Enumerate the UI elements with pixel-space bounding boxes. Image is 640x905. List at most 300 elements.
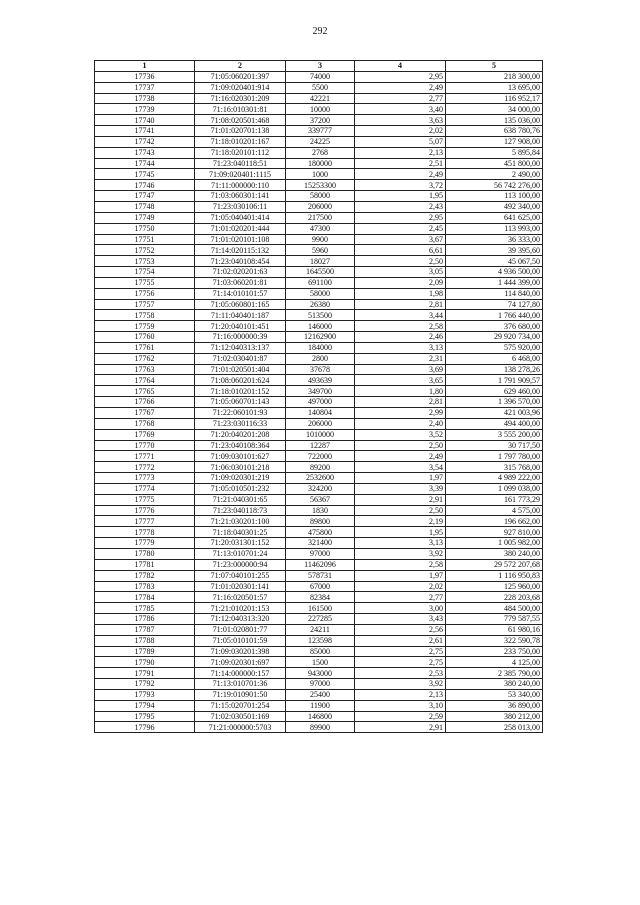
table-cell: 2,58 xyxy=(355,321,446,332)
table-cell: 17762 xyxy=(95,353,195,364)
table-cell: 3 555 200,00 xyxy=(446,429,543,440)
table-cell: 380 212,00 xyxy=(446,711,543,722)
table-cell: 45 067,50 xyxy=(446,256,543,267)
table-cell: 324200 xyxy=(286,483,355,494)
table-cell: 17737 xyxy=(95,82,195,93)
table-cell: 2,51 xyxy=(355,158,446,169)
table-cell: 67000 xyxy=(286,581,355,592)
table-cell: 71:18:020101:112 xyxy=(195,147,286,158)
table-cell: 71:16:010301:81 xyxy=(195,104,286,115)
table-cell: 2,58 xyxy=(355,559,446,570)
table-cell: 17785 xyxy=(95,603,195,614)
table-cell: 127 908,00 xyxy=(446,136,543,147)
table-cell: 17771 xyxy=(95,451,195,462)
table-cell: 71:09:020301:219 xyxy=(195,473,286,484)
table-cell: 2,31 xyxy=(355,353,446,364)
table-row xyxy=(95,559,543,570)
table-cell: 71:01:020101:108 xyxy=(195,234,286,245)
table-cell: 71:13:010701:36 xyxy=(195,679,286,690)
table-cell: 71:05:040401:414 xyxy=(195,212,286,223)
table-cell: 575 920,00 xyxy=(446,342,543,353)
table-cell: 71:05:060701:143 xyxy=(195,397,286,408)
table-cell: 17760 xyxy=(95,332,195,343)
table-cell: 451 800,00 xyxy=(446,158,543,169)
table-cell: 17791 xyxy=(95,668,195,679)
table-cell: 2,13 xyxy=(355,689,446,700)
table-cell: 17773 xyxy=(95,473,195,484)
table-cell: 3,92 xyxy=(355,548,446,559)
table-cell: 17763 xyxy=(95,364,195,375)
table-cell: 1645500 xyxy=(286,267,355,278)
table-row xyxy=(95,191,543,202)
table-cell: 71:21:000000:5703 xyxy=(195,722,286,733)
table-cell: 1 116 950,83 xyxy=(446,570,543,581)
table-cell: 17748 xyxy=(95,201,195,212)
table-cell: 2,49 xyxy=(355,82,446,93)
table-cell: 2,61 xyxy=(355,635,446,646)
table-cell: 3,72 xyxy=(355,180,446,191)
column-header: 2 xyxy=(195,61,286,72)
table-cell: 2,50 xyxy=(355,256,446,267)
table-cell: 71:02:030401:87 xyxy=(195,353,286,364)
table-cell: 29 920 734,00 xyxy=(446,332,543,343)
table-cell: 71:09:020401:1115 xyxy=(195,169,286,180)
table-cell: 349700 xyxy=(286,386,355,397)
table-row xyxy=(95,635,543,646)
table-row xyxy=(95,711,543,722)
table-cell: 2 490,00 xyxy=(446,169,543,180)
table-cell: 315 768,00 xyxy=(446,462,543,473)
table-cell: 58000 xyxy=(286,288,355,299)
table-cell: 2,75 xyxy=(355,657,446,668)
table-row xyxy=(95,451,543,462)
table-cell: 71:20:040201:208 xyxy=(195,429,286,440)
table-row xyxy=(95,418,543,429)
table-cell: 17784 xyxy=(95,592,195,603)
table-cell: 17782 xyxy=(95,570,195,581)
table-cell: 53 340,00 xyxy=(446,689,543,700)
table-cell: 3,40 xyxy=(355,104,446,115)
table-cell: 5,07 xyxy=(355,136,446,147)
table-cell: 1 444 399,00 xyxy=(446,277,543,288)
table-row xyxy=(95,722,543,733)
column-header: 3 xyxy=(286,61,355,72)
table-cell: 97000 xyxy=(286,679,355,690)
table-cell: 15253300 xyxy=(286,180,355,191)
table-row xyxy=(95,256,543,267)
table-cell: 494 400,00 xyxy=(446,418,543,429)
column-header: 5 xyxy=(446,61,543,72)
table-cell: 17756 xyxy=(95,288,195,299)
table-row xyxy=(95,201,543,212)
table-cell: 2,43 xyxy=(355,201,446,212)
table-cell: 17761 xyxy=(95,342,195,353)
table-cell: 42221 xyxy=(286,93,355,104)
table-cell: 89900 xyxy=(286,722,355,733)
table-cell: 11462096 xyxy=(286,559,355,570)
table-cell: 2,81 xyxy=(355,299,446,310)
table-cell: 3,10 xyxy=(355,700,446,711)
table-cell: 17758 xyxy=(95,310,195,321)
table-cell: 71:06:030101:218 xyxy=(195,462,286,473)
table-cell: 217500 xyxy=(286,212,355,223)
table-cell: 71:18:040301:25 xyxy=(195,527,286,538)
table-row xyxy=(95,668,543,679)
table-cell: 2,91 xyxy=(355,494,446,505)
table-cell: 2,46 xyxy=(355,332,446,343)
table-cell: 71:01:020701:138 xyxy=(195,126,286,137)
table-cell: 3,39 xyxy=(355,483,446,494)
table-cell: 1,80 xyxy=(355,386,446,397)
table-row xyxy=(95,364,543,375)
table-cell: 11900 xyxy=(286,700,355,711)
table-cell: 4 989 222,00 xyxy=(446,473,543,484)
table-cell: 123598 xyxy=(286,635,355,646)
table-cell: 161500 xyxy=(286,603,355,614)
table-row xyxy=(95,689,543,700)
table-cell: 97000 xyxy=(286,548,355,559)
table-cell: 89800 xyxy=(286,516,355,527)
table-cell: 380 240,00 xyxy=(446,548,543,559)
table-cell: 71:20:031301:152 xyxy=(195,538,286,549)
table-row xyxy=(95,82,543,93)
table-cell: 17787 xyxy=(95,624,195,635)
table-cell: 779 587,55 xyxy=(446,614,543,625)
table-row xyxy=(95,342,543,353)
table-cell: 1,95 xyxy=(355,191,446,202)
table-cell: 2,02 xyxy=(355,581,446,592)
table-cell: 497000 xyxy=(286,397,355,408)
table-row xyxy=(95,353,543,364)
table-cell: 638 780,76 xyxy=(446,126,543,137)
table-cell: 2,50 xyxy=(355,505,446,516)
table-cell: 17781 xyxy=(95,559,195,570)
table-cell: 71:01:020301:141 xyxy=(195,581,286,592)
table-cell: 116 952,17 xyxy=(446,93,543,104)
table-cell: 17742 xyxy=(95,136,195,147)
table-cell: 3,05 xyxy=(355,267,446,278)
table-cell: 17753 xyxy=(95,256,195,267)
table-cell: 71:14:010101:57 xyxy=(195,288,286,299)
table-row xyxy=(95,494,543,505)
table-cell: 18027 xyxy=(286,256,355,267)
table-cell: 5500 xyxy=(286,82,355,93)
table-cell: 71:14:020115:132 xyxy=(195,245,286,256)
table-cell: 5 895,84 xyxy=(446,147,543,158)
table-cell: 71:21:040301:65 xyxy=(195,494,286,505)
table-cell: 2,75 xyxy=(355,646,446,657)
table-cell: 1 766 440,00 xyxy=(446,310,543,321)
table-cell: 3,69 xyxy=(355,364,446,375)
table-cell: 1 791 909,57 xyxy=(446,375,543,386)
table-cell: 71:16:020301:209 xyxy=(195,93,286,104)
table-cell: 691100 xyxy=(286,277,355,288)
table-cell: 71:22:060101:93 xyxy=(195,408,286,419)
table-cell: 71:15:020701:254 xyxy=(195,700,286,711)
table-cell: 380 240,00 xyxy=(446,679,543,690)
table-cell: 376 680,00 xyxy=(446,321,543,332)
table-cell: 113 100,00 xyxy=(446,191,543,202)
table-cell: 4 125,00 xyxy=(446,657,543,668)
table-cell: 71:23:000000:94 xyxy=(195,559,286,570)
table-row xyxy=(95,527,543,538)
table-cell: 3,43 xyxy=(355,614,446,625)
table-cell: 29 572 207,68 xyxy=(446,559,543,570)
table-cell: 71:23:040108:454 xyxy=(195,256,286,267)
table-cell: 2,91 xyxy=(355,722,446,733)
table-cell: 3,92 xyxy=(355,679,446,690)
table-cell: 2,09 xyxy=(355,277,446,288)
table-cell: 927 810,00 xyxy=(446,527,543,538)
table-cell: 1500 xyxy=(286,657,355,668)
table-cell: 71:01:020501:404 xyxy=(195,364,286,375)
table-cell: 180000 xyxy=(286,158,355,169)
table-cell: 17790 xyxy=(95,657,195,668)
table-row xyxy=(95,646,543,657)
table-cell: 17766 xyxy=(95,397,195,408)
table-cell: 17768 xyxy=(95,418,195,429)
table-cell: 4 936 500,00 xyxy=(446,267,543,278)
table-row xyxy=(95,603,543,614)
table-cell: 71:03:060301:141 xyxy=(195,191,286,202)
table-cell: 2532600 xyxy=(286,473,355,484)
table-cell: 17751 xyxy=(95,234,195,245)
table-row xyxy=(95,126,543,137)
table-row xyxy=(95,624,543,635)
table-cell: 114 840,00 xyxy=(446,288,543,299)
table-cell: 71:09:030201:398 xyxy=(195,646,286,657)
table-cell: 2,49 xyxy=(355,169,446,180)
table-cell: 135 036,00 xyxy=(446,115,543,126)
table-cell: 1,95 xyxy=(355,527,446,538)
table-cell: 17789 xyxy=(95,646,195,657)
table-row xyxy=(95,397,543,408)
table-cell: 2,77 xyxy=(355,592,446,603)
table-cell: 17757 xyxy=(95,299,195,310)
table-cell: 113 993,00 xyxy=(446,223,543,234)
table-row xyxy=(95,267,543,278)
table-cell: 36 890,00 xyxy=(446,700,543,711)
table-cell: 17778 xyxy=(95,527,195,538)
table-cell: 339777 xyxy=(286,126,355,137)
table-cell: 17786 xyxy=(95,614,195,625)
table-cell: 228 203,68 xyxy=(446,592,543,603)
table-cell: 71:21:030201:100 xyxy=(195,516,286,527)
table-cell: 71:02:030501:169 xyxy=(195,711,286,722)
table-row xyxy=(95,158,543,169)
table-cell: 71:23:030106:11 xyxy=(195,201,286,212)
table-cell: 1000 xyxy=(286,169,355,180)
table-cell: 184000 xyxy=(286,342,355,353)
table-cell: 218 300,00 xyxy=(446,71,543,82)
table-cell: 2,56 xyxy=(355,624,446,635)
table-row xyxy=(95,223,543,234)
table-row xyxy=(95,657,543,668)
table-cell: 196 662,00 xyxy=(446,516,543,527)
table-row xyxy=(95,93,543,104)
table-cell: 943000 xyxy=(286,668,355,679)
table-cell: 17765 xyxy=(95,386,195,397)
table-cell: 1,97 xyxy=(355,473,446,484)
table-cell: 6 468,00 xyxy=(446,353,543,364)
table-cell: 13 695,00 xyxy=(446,82,543,93)
table-cell: 17759 xyxy=(95,321,195,332)
table-cell: 578731 xyxy=(286,570,355,581)
table-cell: 71:05:060201:397 xyxy=(195,71,286,82)
table-cell: 17764 xyxy=(95,375,195,386)
table-cell: 125 960,00 xyxy=(446,581,543,592)
table-cell: 3,00 xyxy=(355,603,446,614)
table-cell: 3,54 xyxy=(355,462,446,473)
table-row xyxy=(95,700,543,711)
table-cell: 17739 xyxy=(95,104,195,115)
table-cell: 71:05:010101:59 xyxy=(195,635,286,646)
table-cell: 17767 xyxy=(95,408,195,419)
table-cell: 71:13:010701:24 xyxy=(195,548,286,559)
table-cell: 641 625,00 xyxy=(446,212,543,223)
table-cell: 17749 xyxy=(95,212,195,223)
table-row xyxy=(95,570,543,581)
table-cell: 1010000 xyxy=(286,429,355,440)
table-cell: 1830 xyxy=(286,505,355,516)
table-cell: 17736 xyxy=(95,71,195,82)
table-cell: 2,45 xyxy=(355,223,446,234)
table-cell: 17779 xyxy=(95,538,195,549)
table-row xyxy=(95,299,543,310)
table-cell: 3,44 xyxy=(355,310,446,321)
table-cell: 61 980,16 xyxy=(446,624,543,635)
table-cell: 140804 xyxy=(286,408,355,419)
table-cell: 36 333,00 xyxy=(446,234,543,245)
table-cell: 10000 xyxy=(286,104,355,115)
table-cell: 722000 xyxy=(286,451,355,462)
table-cell: 322 590,78 xyxy=(446,635,543,646)
table-row xyxy=(95,538,543,549)
table-cell: 2,13 xyxy=(355,147,446,158)
table-cell: 17738 xyxy=(95,93,195,104)
table-cell: 421 003,96 xyxy=(446,408,543,419)
table-cell: 2768 xyxy=(286,147,355,158)
table-cell: 1 005 982,00 xyxy=(446,538,543,549)
table-cell: 475800 xyxy=(286,527,355,538)
table-row xyxy=(95,473,543,484)
table-cell: 2,19 xyxy=(355,516,446,527)
table-cell: 12287 xyxy=(286,440,355,451)
table-cell: 3,13 xyxy=(355,342,446,353)
table-cell: 25400 xyxy=(286,689,355,700)
table-row xyxy=(95,505,543,516)
table-cell: 493639 xyxy=(286,375,355,386)
table-cell: 71:12:040313:137 xyxy=(195,342,286,353)
table-cell: 24225 xyxy=(286,136,355,147)
table-cell: 30 717,50 xyxy=(446,440,543,451)
table-cell: 71:20:040101:451 xyxy=(195,321,286,332)
table-cell: 71:09:020301:697 xyxy=(195,657,286,668)
table-cell: 74 127,80 xyxy=(446,299,543,310)
table-cell: 1,98 xyxy=(355,288,446,299)
table-cell: 2,95 xyxy=(355,212,446,223)
table-cell: 1 797 780,00 xyxy=(446,451,543,462)
table-cell: 6,61 xyxy=(355,245,446,256)
table-cell: 2,95 xyxy=(355,71,446,82)
table-cell: 71:16:020501:57 xyxy=(195,592,286,603)
table-cell: 17788 xyxy=(95,635,195,646)
table-row xyxy=(95,548,543,559)
table-row xyxy=(95,310,543,321)
table-cell: 17776 xyxy=(95,505,195,516)
table-cell: 3,65 xyxy=(355,375,446,386)
table-cell: 47300 xyxy=(286,223,355,234)
table-cell: 17747 xyxy=(95,191,195,202)
table-row xyxy=(95,245,543,256)
table-cell: 71:08:020501:468 xyxy=(195,115,286,126)
table-row xyxy=(95,321,543,332)
table-cell: 37200 xyxy=(286,115,355,126)
table-row xyxy=(95,169,543,180)
table-cell: 17795 xyxy=(95,711,195,722)
table-cell: 17744 xyxy=(95,158,195,169)
table-row xyxy=(95,429,543,440)
table-row xyxy=(95,234,543,245)
table-cell: 71:01:020801:77 xyxy=(195,624,286,635)
table-cell: 2,02 xyxy=(355,126,446,137)
table-cell: 26380 xyxy=(286,299,355,310)
table-cell: 138 278,26 xyxy=(446,364,543,375)
table-cell: 17755 xyxy=(95,277,195,288)
table-cell: 71:11:040401:187 xyxy=(195,310,286,321)
table-cell: 56367 xyxy=(286,494,355,505)
table-cell: 233 750,00 xyxy=(446,646,543,657)
table-cell: 71:23:030116:33 xyxy=(195,418,286,429)
table-cell: 2,59 xyxy=(355,711,446,722)
table-cell: 17746 xyxy=(95,180,195,191)
table-cell: 71:01:020201:444 xyxy=(195,223,286,234)
table-cell: 71:12:040313:320 xyxy=(195,614,286,625)
table-row xyxy=(95,332,543,343)
table-cell: 17770 xyxy=(95,440,195,451)
table-cell: 17775 xyxy=(95,494,195,505)
table-cell: 74000 xyxy=(286,71,355,82)
table-row xyxy=(95,581,543,592)
table-cell: 17796 xyxy=(95,722,195,733)
table-cell: 17752 xyxy=(95,245,195,256)
table-cell: 71:07:040101:255 xyxy=(195,570,286,581)
table-row xyxy=(95,440,543,451)
table-cell: 2,81 xyxy=(355,397,446,408)
table-cell: 71:14:000000:157 xyxy=(195,668,286,679)
table-row xyxy=(95,136,543,147)
table-cell: 17794 xyxy=(95,700,195,711)
table-row xyxy=(95,679,543,690)
table-cell: 2,53 xyxy=(355,668,446,679)
table-cell: 3,63 xyxy=(355,115,446,126)
table-cell: 1 099 038,00 xyxy=(446,483,543,494)
table-cell: 17772 xyxy=(95,462,195,473)
table-row xyxy=(95,516,543,527)
table-row xyxy=(95,375,543,386)
table-cell: 17745 xyxy=(95,169,195,180)
table-cell: 17783 xyxy=(95,581,195,592)
table-cell: 3,67 xyxy=(355,234,446,245)
table-cell: 17769 xyxy=(95,429,195,440)
column-header: 1 xyxy=(95,61,195,72)
table-header xyxy=(95,61,543,72)
table-cell: 71:19:010901:50 xyxy=(195,689,286,700)
table-cell: 2,99 xyxy=(355,408,446,419)
table-row xyxy=(95,483,543,494)
table-cell: 17743 xyxy=(95,147,195,158)
table-cell: 17777 xyxy=(95,516,195,527)
